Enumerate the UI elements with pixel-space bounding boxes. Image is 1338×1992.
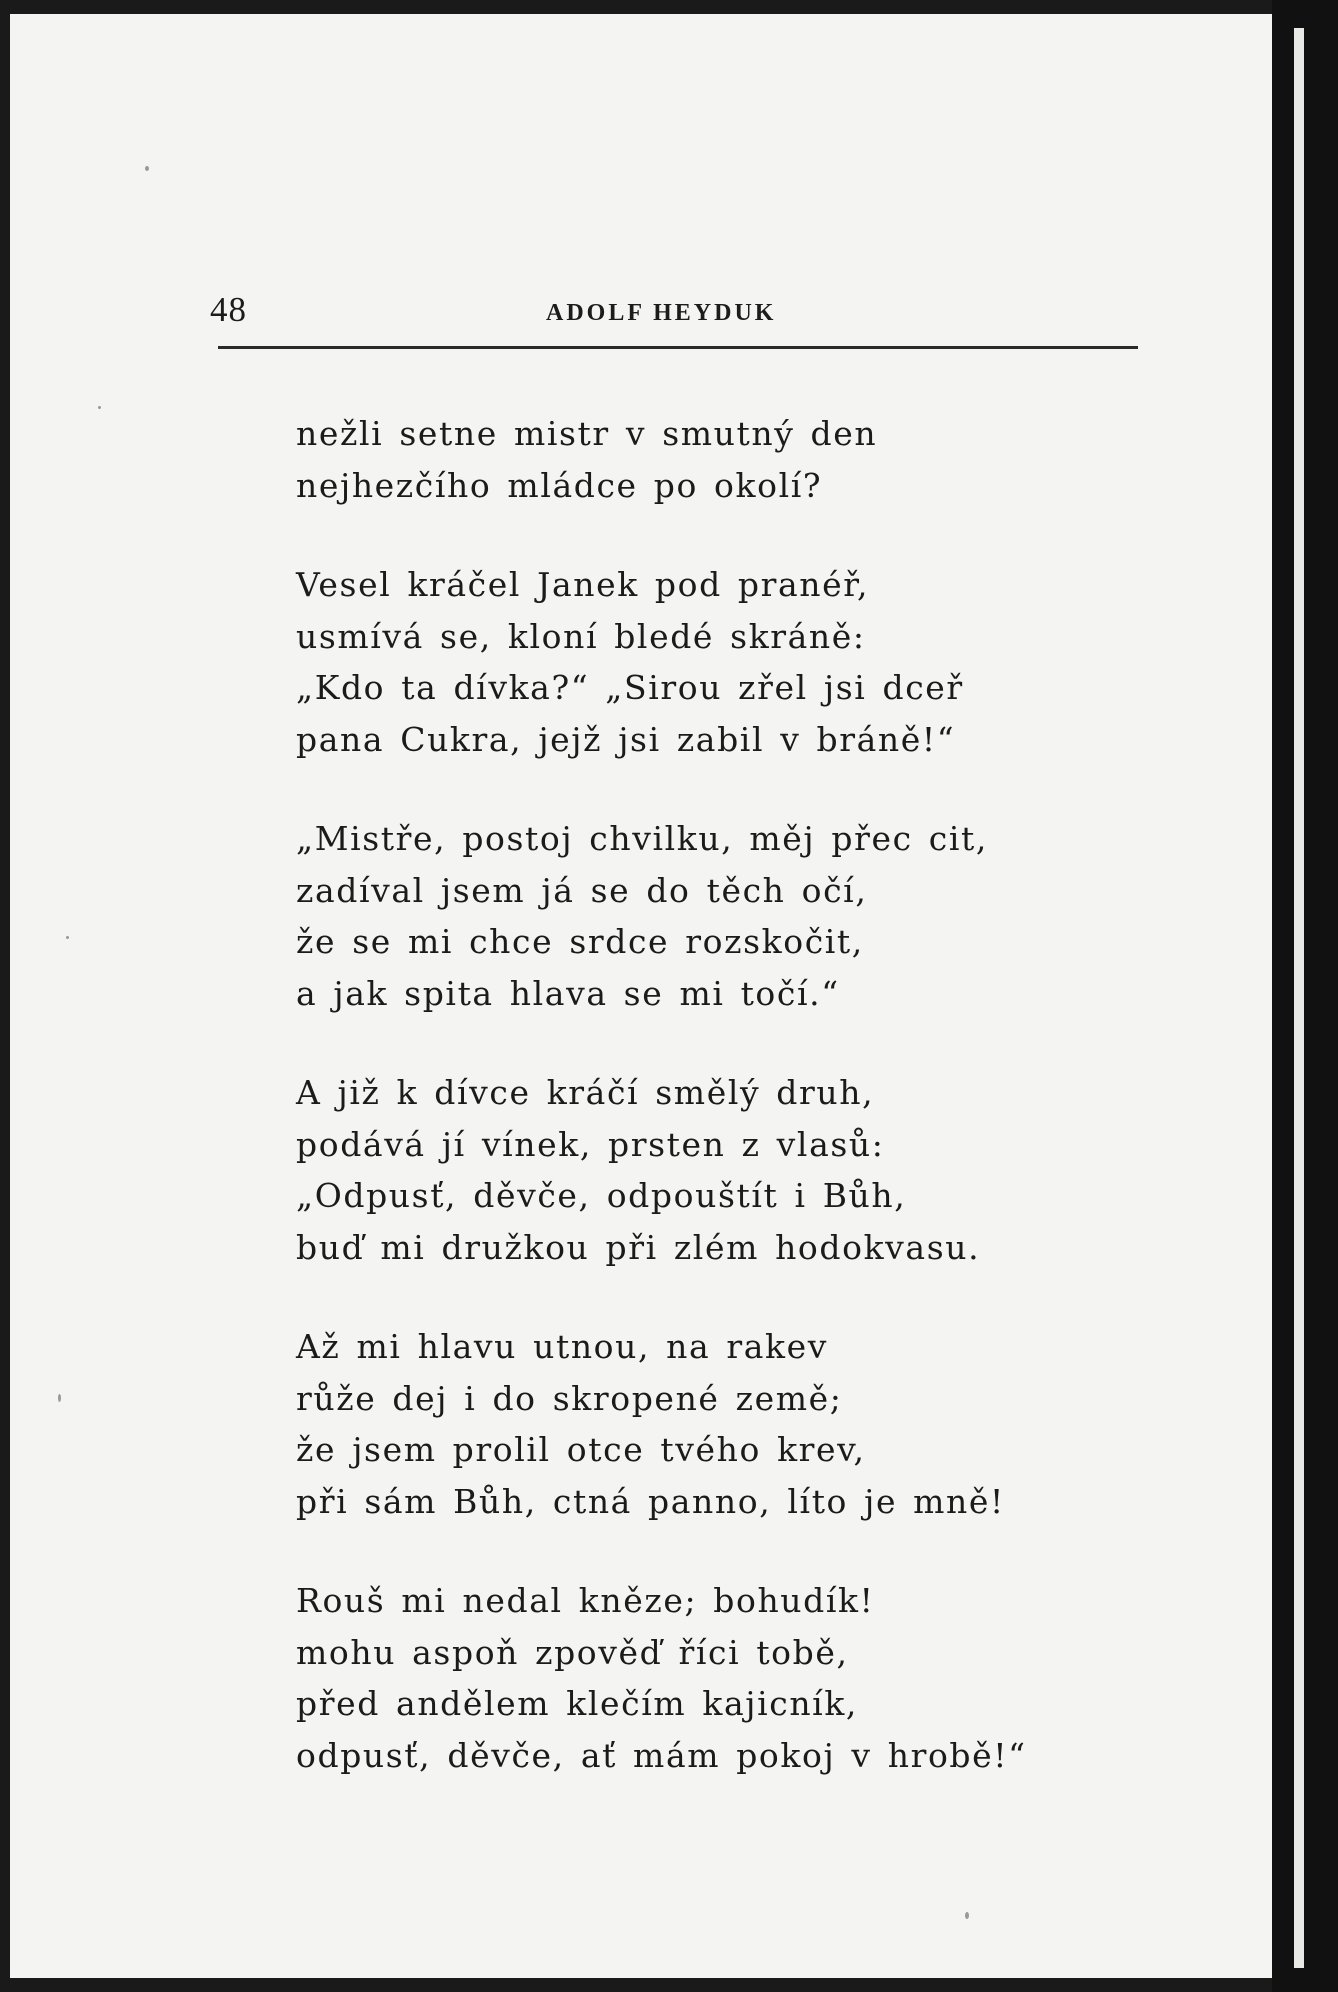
verse-line: „Odpusť, děvče, odpouštít i Bůh, xyxy=(296,1176,907,1215)
verse-line: „Kdo ta dívka?“ „Sirou zřel jsi dceř xyxy=(296,668,964,707)
verse-line: podává jí vínek, prsten z vlasů: xyxy=(296,1124,885,1164)
page-header xyxy=(210,290,1138,340)
paper-speck xyxy=(98,406,101,409)
poem-text xyxy=(296,408,1096,1829)
stanza xyxy=(296,408,1096,511)
paper-speck xyxy=(66,936,69,939)
header-rule xyxy=(218,346,1138,349)
verse-line: že jsem prolil otce tvého krev, xyxy=(296,1430,866,1469)
stanza xyxy=(296,1575,1096,1781)
stanza xyxy=(296,559,1096,765)
verse-line: mohu aspoň zpověď říci tobě, xyxy=(296,1632,849,1672)
verse-line: „Mistře, postoj chvilku, měj přec cit, xyxy=(296,819,988,858)
verse-line: usmívá se, kloní bledé skráně: xyxy=(296,616,866,656)
next-page-strip xyxy=(1294,28,1304,1968)
verse-line: a jak spita hlava se mi točí.“ xyxy=(296,973,840,1013)
verse-line: pana Cukra, jejž jsi zabil v bráně!“ xyxy=(296,719,956,759)
page-edge xyxy=(1272,0,1338,1992)
verse-line: Rouš mi nedal kněze; bohudík! xyxy=(296,1581,875,1620)
page-number: 48 xyxy=(210,290,247,329)
verse-line: před andělem klečím kajicník, xyxy=(296,1684,859,1723)
stanza xyxy=(296,1321,1096,1527)
stanza xyxy=(296,813,1096,1019)
verse-line: Vesel kráčel Janek pod pranéř, xyxy=(296,565,870,604)
verse-line: růže dej i do skropené země; xyxy=(296,1378,843,1418)
verse-line: A již k dívce kráčí smělý druh, xyxy=(296,1073,875,1112)
verse-line: nejhezčího mládce po okolí? xyxy=(296,465,823,505)
paper-speck xyxy=(965,1912,969,1919)
paper-speck xyxy=(58,1394,61,1402)
paper-speck xyxy=(145,166,149,171)
verse-line: při sám Bůh, ctná panno, líto je mně! xyxy=(296,1481,1005,1521)
verse-line: že se mi chce srdce rozskočit, xyxy=(296,922,864,961)
verse-line: buď mi družkou při zlém hodokvasu. xyxy=(296,1227,981,1267)
verse-line: zadíval jsem já se do těch očí, xyxy=(296,870,868,910)
verse-line: odpusť, děvče, ať mám pokoj v hrobě!“ xyxy=(296,1735,1027,1775)
verse-line: Až mi hlavu utnou, na rakev xyxy=(296,1327,829,1366)
stanza xyxy=(296,1067,1096,1273)
running-head: ADOLF HEYDUK xyxy=(546,300,777,326)
verse-line: nežli setne mistr v smutný den xyxy=(296,414,878,453)
